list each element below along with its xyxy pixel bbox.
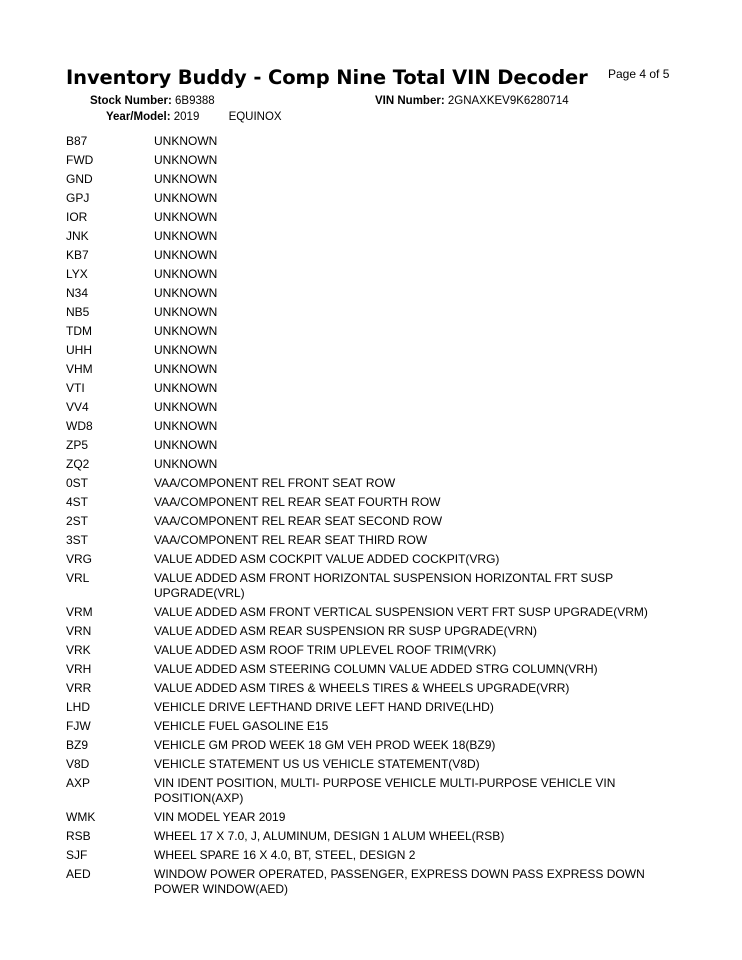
option-code-row [66,550,676,569]
option-description: UNKNOWN [154,286,218,300]
option-code-row [66,641,676,660]
option-description: UNKNOWN [154,134,218,148]
option-code: RSB [66,829,91,843]
option-code-row [66,679,676,698]
option-code-row [66,360,676,379]
option-description: VAA/COMPONENT REL REAR SEAT THIRD ROW [154,533,428,547]
option-code-row [66,493,676,512]
option-description: UNKNOWN [154,324,218,338]
option-code: ZQ2 [66,457,90,471]
option-code-row [66,322,676,341]
option-code: LHD [66,700,91,714]
option-code: SJF [66,848,88,862]
year-model [106,111,282,123]
option-description: UNKNOWN [154,191,218,205]
option-description: UNKNOWN [154,153,218,167]
option-code-row [66,189,676,208]
option-code: NB5 [66,305,90,319]
option-description: UNKNOWN [154,267,218,281]
vin-number-label: VIN Number: [375,95,445,107]
option-code-row [66,151,676,170]
option-code: WMK [66,810,96,824]
option-description: VEHICLE STATEMENT US US VEHICLE STATEMENT(V8D) [154,757,480,771]
option-description: VALUE ADDED ASM FRONT VERTICAL SUSPENSION VERT FRT SUSP UPGRADE(VRM) [154,605,648,619]
stock-number-label: Stock Number: [90,95,172,107]
option-description: UNKNOWN [154,438,218,452]
option-code: BZ9 [66,738,89,752]
option-description: UNKNOWN [154,362,218,376]
option-code-row [66,455,676,474]
option-code: ZP5 [66,438,89,452]
option-code: FJW [66,719,91,733]
option-code-row [66,774,676,808]
option-code: B87 [66,134,88,148]
option-code-row [66,531,676,550]
option-code: VHM [66,362,93,376]
option-code-row [66,474,676,493]
option-code: GPJ [66,191,90,205]
option-description: UNKNOWN [154,400,218,414]
option-code: JNK [66,229,89,243]
year-model-label: Year/Model: [106,111,171,123]
option-code: GND [66,172,93,186]
option-code: AXP [66,776,91,790]
option-code-row [66,417,676,436]
option-description: VALUE ADDED ASM TIRES & WHEELS TIRES & WHEELS UPGRADE(VRR) [154,681,570,695]
option-code-row [66,132,676,151]
option-description: WINDOW POWER OPERATED, PASSENGER, EXPRESS DOWN PASS EXPRESS DOWN POWER WINDOW(AED) [154,867,645,896]
option-description: VEHICLE GM PROD WEEK 18 GM VEH PROD WEEK 18(BZ9) [154,738,496,752]
option-code: LYX [66,267,88,281]
option-code-row [66,846,676,865]
option-code-row [66,603,676,622]
option-code: TDM [66,324,92,338]
option-code-row [66,512,676,531]
option-code-row [66,436,676,455]
option-description: VEHICLE DRIVE LEFTHAND DRIVE LEFT HAND DRIVE(LHD) [154,700,494,714]
option-code: 0ST [66,476,89,490]
option-code: 2ST [66,514,89,528]
option-description: VEHICLE FUEL GASOLINE E15 [154,719,329,733]
option-code: KB7 [66,248,89,262]
option-code: VRH [66,662,92,676]
stock-number [90,95,215,107]
option-description: UNKNOWN [154,343,218,357]
option-code: 4ST [66,495,89,509]
option-description: VALUE ADDED ASM REAR SUSPENSION RR SUSP UPGRADE(VRN) [154,624,537,638]
option-description: VAA/COMPONENT REL FRONT SEAT ROW [154,476,396,490]
option-description: UNKNOWN [154,210,218,224]
option-code-row [66,227,676,246]
option-code: VRK [66,643,91,657]
option-code-row [66,698,676,717]
option-description: UNKNOWN [154,381,218,395]
option-code: VV4 [66,400,89,414]
option-code-row [66,717,676,736]
option-code-row [66,208,676,227]
option-description: UNKNOWN [154,457,218,471]
option-code-row [66,827,676,846]
option-description: VALUE ADDED ASM STEERING COLUMN VALUE ADDED STRG COLUMN(VRH) [154,662,598,676]
option-code-list [66,132,676,899]
option-code: FWD [66,153,94,167]
vin-number-value: 2GNAXKEV9K6280714 [447,95,569,107]
option-code: VTI [66,381,85,395]
option-description: VAA/COMPONENT REL REAR SEAT SECOND ROW [154,514,443,528]
year-value: 2019 [173,111,200,123]
option-code: UHH [66,343,92,357]
option-description: VALUE ADDED ASM FRONT HORIZONTAL SUSPENSION HORIZONTAL FRT SUSP UPGRADE(VRL) [154,571,613,600]
option-code: AED [66,867,91,881]
option-code-row [66,808,676,827]
option-code-row [66,284,676,303]
model-value: EQUINOX [228,111,282,123]
option-code-row [66,569,676,603]
option-code-row [66,303,676,322]
option-description: UNKNOWN [154,229,218,243]
option-code-row [66,865,676,899]
option-code: VRM [66,605,93,619]
option-code-row [66,755,676,774]
option-description: WHEEL SPARE 16 X 4.0, BT, STEEL, DESIGN 2 [154,848,416,862]
option-description: VALUE ADDED ASM ROOF TRIM UPLEVEL ROOF TRIM(VRK) [154,643,497,657]
option-code: VRG [66,552,93,566]
option-code: 3ST [66,533,89,547]
page-number: Page 4 of 5 [608,67,670,81]
option-description: VIN MODEL YEAR 2019 [154,810,286,824]
option-description: WHEEL 17 X 7.0, J, ALUMINUM, DESIGN 1 ALUM WHEEL(RSB) [154,829,505,843]
option-code: N34 [66,286,89,300]
option-code-row [66,622,676,641]
option-code-row [66,398,676,417]
option-description: UNKNOWN [154,248,218,262]
option-code-row [66,170,676,189]
document-title: Inventory Buddy - Comp Nine Total VIN Decoder [66,66,588,89]
vin-number [375,95,569,107]
option-code: VRL [66,571,90,585]
option-description: VAA/COMPONENT REL REAR SEAT FOURTH ROW [154,495,441,509]
option-code: IOR [66,210,88,224]
option-description: VALUE ADDED ASM COCKPIT VALUE ADDED COCKPIT(VRG) [154,552,500,566]
option-code: V8D [66,757,90,771]
option-description: UNKNOWN [154,419,218,433]
option-description: VIN IDENT POSITION, MULTI- PURPOSE VEHICLE MULTI-PURPOSE VEHICLE VIN POSITION(AXP) [154,776,616,805]
option-code: WD8 [66,419,93,433]
option-code-row [66,265,676,284]
option-code-row [66,341,676,360]
option-code-row [66,660,676,679]
option-code: VRN [66,624,92,638]
option-description: UNKNOWN [154,305,218,319]
option-code-row [66,379,676,398]
option-code: VRR [66,681,92,695]
option-code-row [66,736,676,755]
stock-number-value: 6B9388 [175,95,215,107]
option-code-row [66,246,676,265]
option-description: UNKNOWN [154,172,218,186]
